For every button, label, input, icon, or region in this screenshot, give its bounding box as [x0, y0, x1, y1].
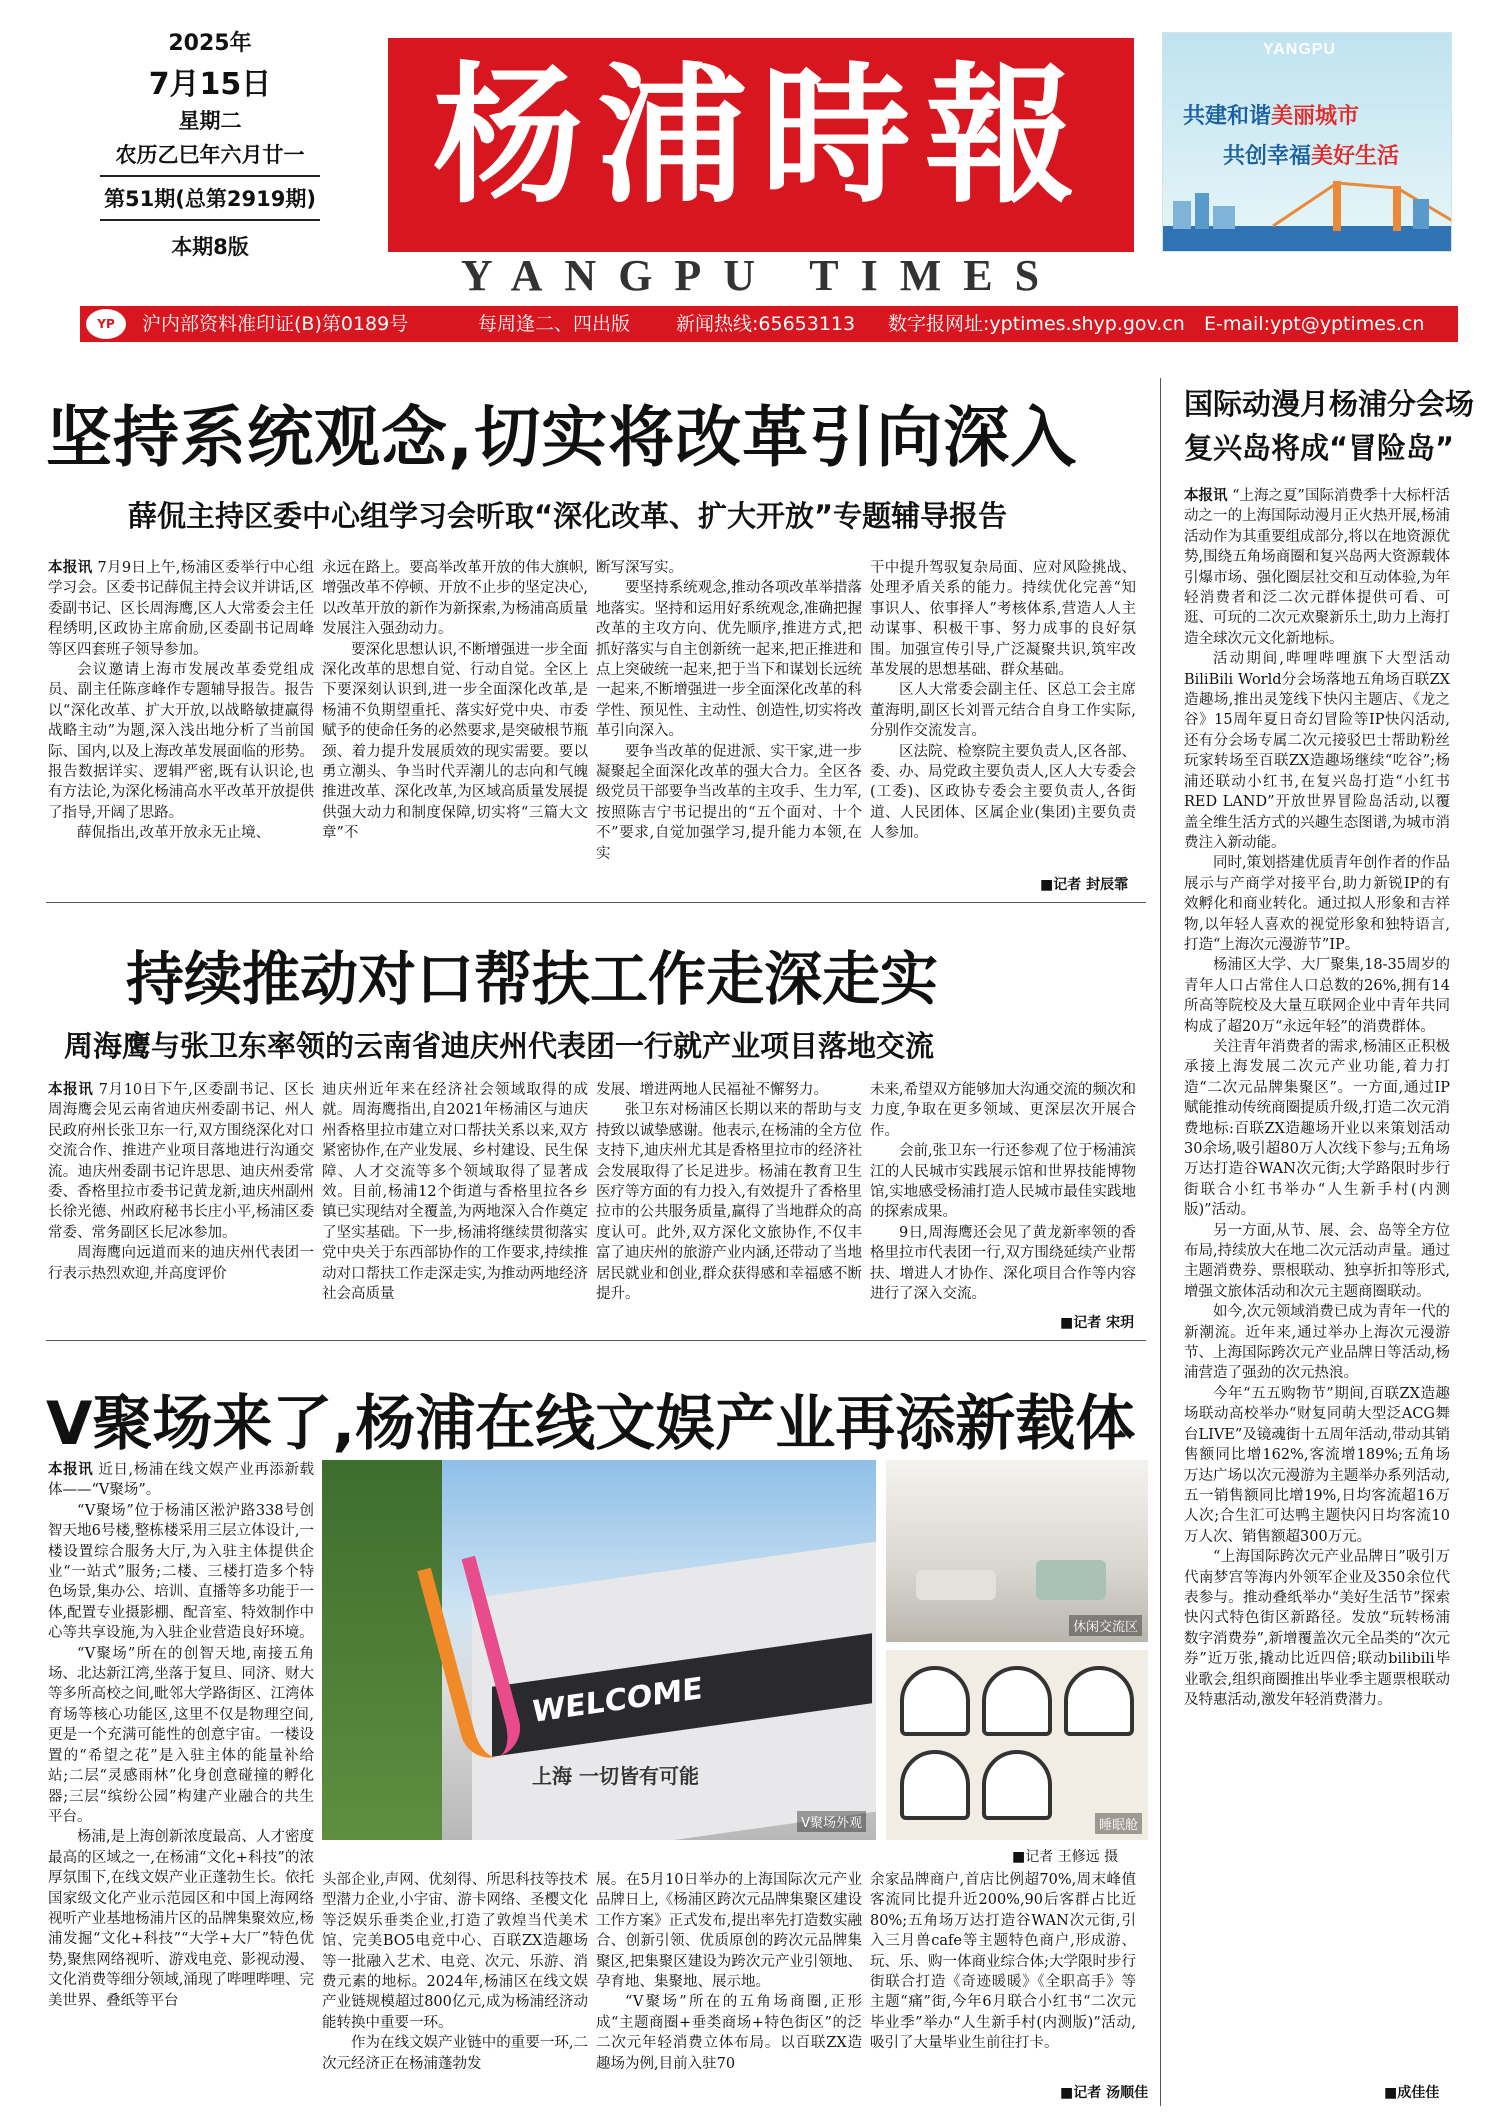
story1-subtitle: 薛侃主持区委中心组学习会听取“深化改革、扩大开放”专题辅导报告 [128, 499, 1008, 533]
story2-col-3: 发展、增进两地人民福祉不懈努力。 张卫东对杨浦区长期以来的帮助与支持致以诚挚感谢。他表示,在杨浦的全方位支持下,迪庆州尤其是香格里拉市的经济社会发展取得了长足进步。杨浦在教育卫生医疗等方面的有力投入,有效提升了香格里拉市的公共服务质量,赢得了当地群众的高度认可。此外,双方深化文旅协作,不仅丰富了迪庆州的旅游产业内涵,还带动了当地居民就业和创业,群众获得感和幸福感不断提升。 [596, 1082, 862, 1303]
ad-line-1: 共建和谐美丽城市 [1183, 103, 1360, 129]
contact-email[interactable]: E-mail:ypt@yptimes.cn [1204, 313, 1425, 335]
story3-col-3: 展。在5月10日举办的上海国际次元产业品牌日上,《杨浦区跨次元品牌集聚区建设工作方案》正式发布,提出率先打造数实融合、创新引领、优质原创的跨次元品牌集聚区,把集聚区建设为跨次元产业引领地、孕育地、集聚地、展示地。 “V聚场”所在的五角场商圈,正形成“主题商圈+垂类商场+特色街区”的泛二次元年轻消费立体布局。以百联ZX造趣场为例,目前入驻70 [596, 1872, 862, 2072]
photo-v-venue-exterior [322, 1460, 876, 1840]
divider-2 [46, 1340, 1146, 1341]
digital-edition-url[interactable]: 数字报网址:yptimes.shyp.gov.cn [888, 313, 1185, 335]
table [1036, 1560, 1106, 1600]
pod [1064, 1666, 1134, 1736]
caption-lounge: 休闲交流区 [1069, 1615, 1142, 1636]
sidebar-body: 本报讯 “上海之夏”国际消费季十大标杆活动之一的上海国际动漫月正火热开展,杨浦活动作为其重要组成部分,将以在地资源优势,围绕五角场商圈和复兴岛两大资源载体引爆市场、强化圈层社交和互动体验,为年轻消费者和泛二次元群体提供可看、可逛、可玩的二次元欢聚新乐土,助力上海打造全球次元文化新地标。 活动期间,哔哩哔哩旗下大型活动BiliBili World分会场落地五角场百联ZX造趣场,推出灵笼线下快闪主题店、《龙之谷》15周年夏日奇幻冒险等IP快闪活动,还有分会场专属二次元接驳巴士帮助粉丝玩家转场至百联ZX造趣场继续“吃谷”;杨浦还联动小红书,在复兴岛打造“小红书RED LAND”开放世界冒险岛活动,以覆盖全维生活方式的兴趣生态图谱,为城市消费注入新动能。 同时,策划搭建优质青年创作者的作品展示与产商学对接平台,助力新锐IP的有效孵化和商业转化。通过拟人形象和吉祥物,以年轻人喜欢的视觉形象和独特语言,打造“上海次元漫游节”IP。 杨浦区大学、大厂聚集,18-35周岁的青年人口占常住人口总数的26%,拥有14所高等院校及大量互联网企业中青年共同构成了超20万“永远年轻”的消费群体。 关注青年消费者的需求,杨浦区正积极承接上海发展二次元产业功能,着力打造“二次元品牌集聚区”。一方面,通过IP赋能推动传统商圈提质升级,打造二次元消费地标:百联ZX造趣场开业以来策划活动30余场,吸引超80万人次线下参与;五角场万达打造谷WAN次元街;大学路限时步行街联合小红书举办“人生新手村(内测版)”活动。 另一方面,从节、展、会、岛等全方位布局,持续放大在地二次元活动声量。通过主题消费券、票根联动、独享折扣等形式,增强文旅体活动和次元主题商圈联动。 如今,次元领域消费已成为青年一代的新潮流。近年来,通过举办上海次元漫游节、上海国际跨次元产业品牌日等活动,杨浦营造了强劲的次元热浪。 今年“五五购物节”期间,百联ZX造趣场联动高校举办“财复同萌大型泛ACG舞台LIVE”及镜魂街十五周年活动,带动其销售额同比增162%,客流增189%;五角场万达广场以次元漫游为主题举办系列活动,五一销售额同比增19%,日均客流超16万人次;合生汇可达鸭主题快闪日均客流10万人次、销售额超300万元。 “上海国际跨次元产业品牌日”吸引万代南梦宫等海内外领军企业及350余位代表参与。推动叠纸举办“美好生活节”探索快闪式特色街区新路径。发放“玩转杨浦数字消费券”,新增覆盖次元全品类的“次元券”近万张,撬动比近四倍;联动bilibili毕业歌会,组织商圈推出毕业季主题票根联动及特惠活动,激发年轻消费潜力。 [1184, 488, 1450, 1708]
newspaper-name-cn: 杨浦時報 [432, 48, 1089, 224]
pod [900, 1750, 970, 1820]
info-bar [80, 306, 1458, 342]
year: 2025年 [168, 31, 252, 56]
divider-1 [46, 902, 1146, 903]
story3-byline: ■记者 汤顺佳 [1060, 2085, 1149, 2101]
story2-col-2: 迪庆州近年来在经济社会领域取得的成就。周海鹰指出,自2021年杨浦区与迪庆州香格里拉市建立对口帮扶关系以来,双方紧密协作,在产业发展、乡村建设、民生保障、人才交流等多个领域取得了显著成效。目前,杨浦12个街道与香格里拉各乡镇已实现结对全覆盖,为两地深入合作奠定了坚实基础。下一步,杨浦将继续贯彻落实党中央关于东西部协作的工作要求,持续推动对口帮扶工作走深走实,为推动两地经济社会高质量 [322, 1082, 588, 1303]
ad-tag: YANGPU [1263, 41, 1336, 58]
story2-subtitle: 周海鹰与张卫东率领的云南省迪庆州代表团一行就产业项目落地交流 [64, 1029, 935, 1063]
story2-byline: ■记者 宋玥 [1060, 1315, 1135, 1331]
welcome-sign: WELCOME [492, 1633, 872, 1756]
story2-headline: 持续推动对口帮扶工作走深走实 [126, 945, 939, 1013]
story2-col-4: 未来,希望双方能够加大沟通交流的频次和力度,争取在更多领域、更深层次开展合作。 会前,张卫东一行还参观了位于杨浦滨江的人民城市实践展示馆和世界技能博物馆,实地感受杨浦打造人民城市最佳实践地的探索成果。 9日,周海鹰还会见了黄龙新率领的香格里拉市代表团一行,双方围绕延续产业帮扶、增进人才协作、深化项目合作等内容进行了深入交流。 [870, 1082, 1136, 1303]
lunar-date: 农历乙巳年六月廿一 [100, 139, 320, 177]
story1-col-4: 干中提升驾驭复杂局面、应对风险挑战、处理矛盾关系的能力。持续优化完善“知事识人、依事择人”考核体系,营造人人主动谋事、积极干事、努力成事的良好氛围。加强宣传引导,广泛凝聚共识,筑牢改革发展的思想基础、群众基础。 区人大常委会副主任、区总工会主席董海明,副区长刘晋元结合自身工作实际,分别作交流发言。 区法院、检察院主要负责人,区各部、委、办、局党政主要负责人,区人大专委会(工委)、区政协专委会主要负责人,各街道、人民团体、区属企业(集团)主要负责人参加。 [870, 560, 1136, 842]
newspaper-name-en: YANGPU TIMES [460, 251, 1062, 300]
story1-col-3: 断写深写实。 要坚持系统观念,推动各项改革举措落地落实。坚持和运用好系统观念,准确把握改革的主攻方向、优先顺序,推进方式,把抓好落实与自主创新统一起来,把正推进和点上突破统一起来,把于当下和谋划长远统一起来,不断增强进一步全面深化改革的科学性、预见性、主动性、创造性,切实将改革引向深入。 要争当改革的促进派、实干家,进一步凝聚起全面深化改革的强大合力。全区各级党员干部要争当改革的主攻手、生力军,按照陈吉宁书记提出的“五个面对、十个不”要求,自觉加强学习,提升能力本领,在实 [596, 560, 862, 862]
pod [900, 1666, 970, 1736]
news-hotline: 新闻热线:65653113 [676, 313, 856, 335]
story3-col-2: 头部企业,声网、优刻得、所思科技等技术型潜力企业,小宇宙、游卡网络、圣樱文化等泛娱乐垂类企业,打造了敦煌当代美术馆、完美BO5电竞中心、百联ZX造趣场等一批融入艺术、电竞、次元、乐游、消费元素的地标。2024年,杨浦区在线文娱产业链规模超过800亿元,成为杨浦经济动能转换中重要一环。 作为在线文娱产业链中的重要一环,二次元经济正在杨浦蓬勃发 [322, 1872, 588, 2072]
publish-schedule: 每周逢二、四出版 [478, 313, 631, 335]
story3-col-1: 本报讯 近日,杨浦在线文娱产业再添新载体——“V聚场”。 “V聚场”位于杨浦区淞沪路338号创智天地6号楼,整栋楼采用三层立体设计,一楼设置综合服务大厅,为入驻主体提供企业“一站式”服务;二楼、三楼打造多个特色场景,集办公、培训、直播等多功能于一体,配置专业摄影棚、配音室、特效制作中心等共享设施,为入驻企业营造良好环境。 “V聚场”所在的创智天地,南接五角场、北达新江湾,坐落于复旦、同济、财大等多所高校之间,毗邻大学路街区、江湾体育场等核心功能区,这里不仅是物理空间,更是一个充满可能性的创意宇宙。一楼设置的“希望之花”是入驻主体的能量补给站;二层“灵感雨林”化身创意碰撞的孵化器;三层“缤纷公园”构建产业融合的共生平台。 杨浦,是上海创新浓度最高、人才密度最高的区域之一,在杨浦“文化+科技”的浓厚氛围下,在线文娱产业正蓬勃生长。依托国家级文化产业示范园区和中国上海网络视听产业基地杨浦片区的品牌集聚效应,杨浦发掘“文化+科技”“大学+大厂”特色优势,聚焦网络视听、游戏电竞、影视动漫、文化消费等细分领域,涌现了哔哩哔哩、完美世界、叠纸等平台 [48, 1462, 314, 2009]
date-block [100, 26, 320, 261]
issue-number: 第51期(总第2919期) [100, 183, 320, 221]
license-number: 沪内部资料准印证(B)第0189号 [142, 313, 409, 335]
yangpu-times-logo-icon: YP [86, 309, 126, 339]
sidebar-divider [1160, 378, 1161, 2106]
page-count: 本期8版 [171, 235, 249, 259]
story1-headline: 坚持系统观念,切实将改革引向深入 [46, 399, 1078, 476]
photo-sleeping-pods [886, 1650, 1148, 1840]
ad-line-2: 共创幸福美好生活 [1223, 143, 1400, 169]
slogan-ad [1162, 32, 1452, 252]
story1-col-1: 本报讯 7月9日上午,杨浦区委举行中心组学习会。区委书记薛侃主持会议并讲话,区委副书记、区长周海鹰,区人大常委会主任程绣明,区政协主席俞励,区委副书记周峰等区四套班子领导参加。 会议邀请上海市发展改革委党组成员、副主任陈彦峰作专题辅导报告。报告以“深化改革、扩大开放,以战略敏捷赢得战略主动”为题,深入浅出地分析了当前国际、国内,以及上海改革发展面临的形势。报告数据详实、逻辑严密,既有认识论,也有方法论,为深化杨浦高水平改革开放提供了指导,开阔了思路。 薛侃指出,改革开放永无止境、 [48, 560, 314, 842]
story1-col-2: 永远在路上。要高举改革开放的伟大旗帜,增强改革不停顿、开放不止步的坚定决心,以改革开放的新作为新探索,为杨浦高质量发展注入强劲动力。 要深化思想认识,不断增强进一步全面深化改革的思想自觉、行动自觉。全区上下要深刻认识到,进一步全面深化改革,是杨浦不负期望重托、落实好党中央、市委赋予的使命任务的必然要求,是突破根节瓶颈、着力提升发展质效的现实需要。要以勇立潮头、争当时代弄潮儿的志向和气魄推进改革、深化改革,为区域高质量发展提供强大动力和制度保障,切实将“三篇大文章”不 [322, 560, 588, 842]
caption-exterior: V聚场外观 [797, 1811, 866, 1832]
sofa [916, 1570, 996, 1600]
weekday: 星期二 [178, 109, 242, 133]
pod [982, 1750, 1052, 1820]
month-day: 7月15日 [148, 67, 272, 102]
story3-col-4: 余家品牌商户,首店比例超70%,周末峰值客流同比提升近200%,90后客群占比近80%;五角场万达打造谷WAN次元街,引入三月兽cafe等主题特色商户,形成游、玩、乐、购一体商业综合体;大学限时步行街联合打造《奇迹暖暖》《全职高手》等主题“痛”街,今年6月联合小红书“二次元毕业季”举办“人生新手村(内测版)”活动,吸引了大量毕业生前往打卡。 [870, 1872, 1136, 2052]
photo-credit: ■记者 王修远 摄 [1012, 1849, 1119, 1865]
sidebar-title-2: 复兴岛将成“冒险岛” [1184, 431, 1455, 465]
slogan-sign: 上海 一切皆有可能 [532, 1764, 699, 1788]
skyline-illustration [1163, 171, 1452, 251]
sidebar-byline: ■成佳佳 [1384, 2085, 1440, 2101]
nameplate [388, 38, 1134, 252]
story2-col-1: 本报讯 7月10日下午,区委副书记、区长周海鹰会见云南省迪庆州委副书记、州人民政府州长张卫东一行,双方围绕深化对口交流合作、推进产业项目落地进行沟通交流。迪庆州委副书记许思思、迪庆州委常委、香格里拉市委书记黄龙新,迪庆州副州长徐光德、州政府秘书长庄小平,杨浦区委常委、常务副区长尼冰参加。 周海鹰向远道而来的迪庆州代表团一行表示热烈欢迎,并高度评价 [48, 1082, 314, 1282]
story1-byline: ■记者 封辰霏 [1040, 877, 1129, 893]
photo-lounge-area [886, 1460, 1148, 1642]
story3-headline: V聚场来了,杨浦在线文娱产业再添新载体 [46, 1389, 1136, 1459]
pod [982, 1666, 1052, 1736]
caption-pods: 睡眠舱 [1095, 1813, 1142, 1834]
sidebar-title-1: 国际动漫月杨浦分会场 [1184, 387, 1475, 421]
trees [322, 1460, 442, 1840]
